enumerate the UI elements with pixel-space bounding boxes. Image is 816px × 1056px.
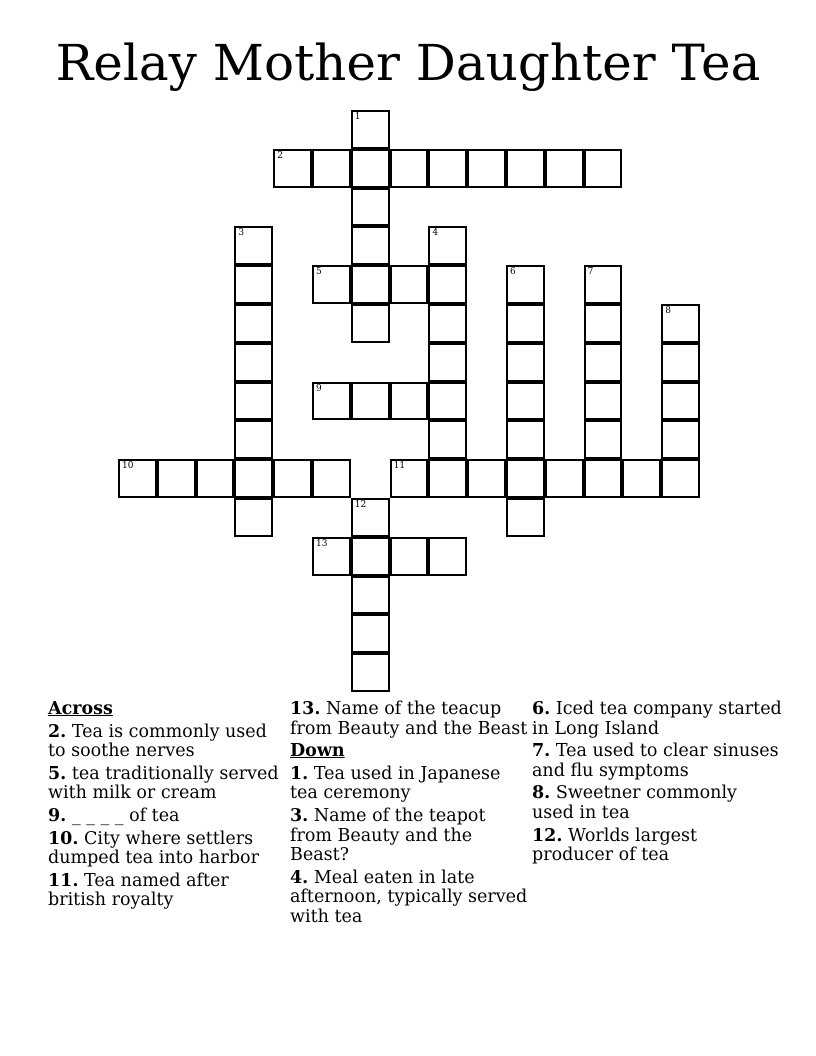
grid-cell[interactable] [584,343,623,382]
grid-cell[interactable] [390,382,429,421]
grid-cell[interactable] [506,304,545,343]
clue-number: 1 [354,112,361,122]
puzzle-title: Relay Mother Daughter Tea [55,34,761,92]
clue-number: 5 [316,267,322,278]
grid-cell[interactable] [390,459,429,498]
grid-cell[interactable] [351,265,390,304]
grid-cell[interactable] [661,420,700,459]
grid-cell[interactable] [312,537,351,576]
grid-cell[interactable] [234,343,273,382]
grid-cell[interactable] [622,459,661,498]
grid-cell[interactable] [234,304,273,343]
grid-cell[interactable] [312,382,351,421]
grid-cell[interactable] [351,614,390,653]
across-heading: Across [48,699,113,719]
clue-text: Sweetner commonly used in tea [532,783,737,823]
grid-cell[interactable] [118,459,157,498]
grid-cell[interactable] [234,226,273,265]
clue-number: 3 [238,228,245,239]
grid-cell[interactable] [428,343,467,382]
grid-cell[interactable] [506,149,545,188]
clue-number-label: 3. [290,805,309,826]
clue-number: 11 [393,461,406,472]
clue-item [290,765,530,804]
grid-cell[interactable] [467,459,506,498]
grid-cell[interactable] [506,420,545,459]
grid-cell[interactable] [312,149,351,188]
clue-number: 4 [432,228,439,239]
clue-item [48,807,288,827]
clue-text: Name of the teacup from Beauty and the Beast [290,699,528,739]
grid-cell[interactable] [506,265,545,304]
grid-cell[interactable] [351,576,390,615]
clue-number-label: 12. [532,825,563,846]
grid-cell[interactable] [234,265,273,304]
grid-cell[interactable] [584,304,623,343]
grid-cell[interactable] [157,459,196,498]
clue-text: Iced tea company started in Long Island [532,699,782,739]
grid-cell[interactable] [545,149,584,188]
grid-cell[interactable] [234,420,273,459]
grid-cell[interactable] [351,382,390,421]
clue-number-label: 8. [532,783,551,804]
grid-cell[interactable] [234,498,273,537]
clue-text: Tea used in Japanese tea ceremony [290,763,501,804]
clue-text: Tea is commonly used to soothe nerves [48,721,267,762]
grid-cell[interactable] [351,537,390,576]
across-clue-list-continued [290,700,530,739]
clue-number-label: 11. [48,870,79,891]
across-clue-list [48,723,288,911]
grid-cell[interactable] [506,459,545,498]
grid-cell[interactable] [196,459,235,498]
clue-item [290,869,530,928]
grid-cell[interactable] [428,537,467,576]
clue-number-label: 2. [48,721,67,742]
clue-item [532,827,782,866]
grid-cell[interactable] [351,653,390,692]
grid-cell[interactable] [390,149,429,188]
clues-column-2 [290,700,530,931]
clue-number: 9 [316,383,322,394]
grid-cell[interactable] [351,304,390,343]
grid-cell[interactable] [584,265,623,304]
grid-cell[interactable] [584,420,623,459]
clue-number-label: 6. [532,699,551,719]
clue-text: Worlds largest producer of tea [532,825,698,866]
clue-text: Tea used to clear sinuses and flu symptoms [532,741,779,781]
clues-column-3 [532,700,782,869]
clue-item [48,830,288,869]
down-clue-list-continued [532,700,782,866]
grid-cell[interactable] [661,459,700,498]
grid-cell[interactable] [428,226,467,265]
grid-cell[interactable] [273,149,312,188]
clue-number-label: 13. [290,699,321,719]
grid-cell[interactable] [234,459,273,498]
down-clue-list [290,765,530,928]
grid-cell[interactable] [273,459,312,498]
grid-cell[interactable] [351,188,390,227]
grid-cell[interactable] [428,382,467,421]
clue-item [290,807,530,866]
clue-item [48,723,288,762]
grid-cell[interactable] [467,149,506,188]
grid-cell[interactable] [351,149,390,188]
grid-cell[interactable] [506,343,545,382]
grid-cell[interactable] [351,498,390,537]
grid-cell[interactable] [390,537,429,576]
clue-item [48,872,288,911]
grid-cell[interactable] [584,149,623,188]
clue-number-label: 1. [290,763,309,784]
grid-cell[interactable] [428,459,467,498]
grid-cell[interactable] [351,110,390,149]
grid-cell[interactable] [428,149,467,188]
clue-number-label: 4. [290,867,309,888]
clue-number: 2 [277,150,283,161]
grid-cell[interactable] [506,498,545,537]
clue-number-label: 10. [48,828,79,849]
clue-number-label: 7. [532,741,551,762]
grid-cell[interactable] [584,382,623,421]
clue-item [532,700,782,739]
grid-cell[interactable] [234,382,273,421]
clue-number: 12 [354,500,367,510]
clue-text: Meal eaten in late afternoon, typically served with tea [290,867,528,927]
clue-item [532,784,782,823]
clue-item [48,765,288,804]
clue-text: Name of the teapot from Beauty and the Beast? [290,805,486,866]
grid-cell[interactable] [584,459,623,498]
clue-text: _ _ _ _ of tea [66,805,180,826]
grid-cell[interactable] [506,382,545,421]
clue-number: 10 [122,461,134,472]
grid-cell[interactable] [545,459,584,498]
clue-text: tea traditionally served with milk or cream [48,763,279,804]
clue-text: Tea named after british royalty [48,870,229,911]
grid-cell[interactable] [428,265,467,304]
clue-number-label: 9. [48,805,67,826]
grid-cell[interactable] [390,265,429,304]
clue-number-label: 5. [48,763,67,784]
grid-cell[interactable] [661,382,700,421]
grid-cell[interactable] [428,304,467,343]
clue-number: 13 [316,538,328,549]
clue-number: 7 [587,267,594,278]
clue-text: City where settlers dumped tea into harbor [48,828,259,869]
grid-cell[interactable] [351,226,390,265]
grid-cell[interactable] [312,459,351,498]
clue-item [290,700,530,739]
grid-cell[interactable] [312,265,351,304]
clue-number: 8 [665,306,671,316]
clues-column-1 [48,700,288,914]
grid-cell[interactable] [661,343,700,382]
grid-cell[interactable] [661,304,700,343]
grid-cell[interactable] [428,420,467,459]
down-heading: Down [290,741,345,762]
clue-number: 6 [510,267,516,278]
clue-item [532,742,782,781]
